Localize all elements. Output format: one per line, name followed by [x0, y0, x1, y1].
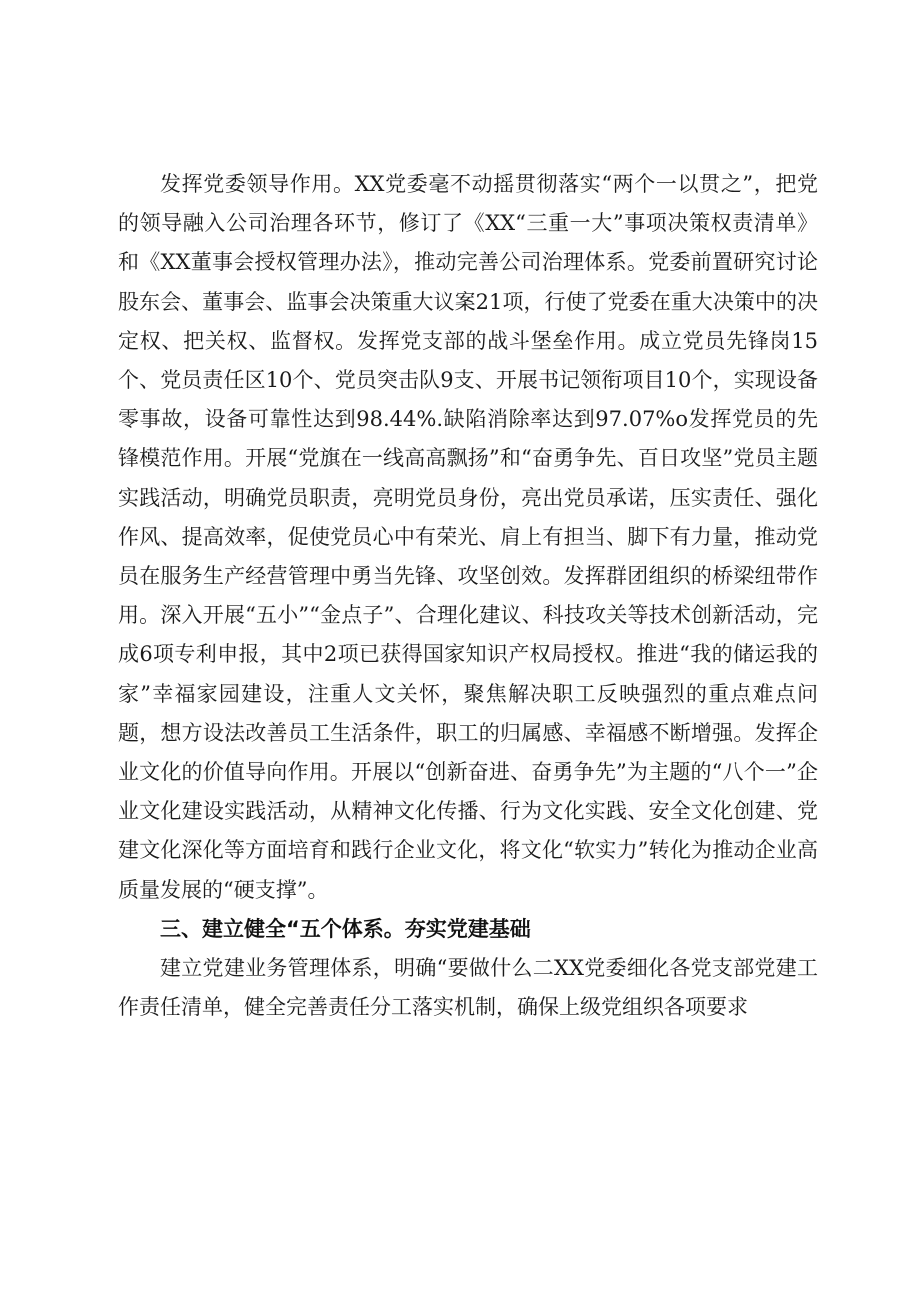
body-paragraph: 建立党建业务管理体系，明确“要做什么二XX党委细化各党支部党建工作责任清单，健全完善责任分工落实机制，确保上级党组织各项要求 [118, 956, 818, 1020]
document-body [118, 165, 818, 1027]
section-heading: 三、建立健全“五个体系。夯实党建基础 [160, 916, 531, 941]
body-paragraph: 发挥党委领导作用。XX党委毫不动摇贯彻落实“两个一以贯之”，把党的领导融入公司治理各环节，修订了《XX“三重一大”事项决策权责清单》和《XX董事会授权管理办法》，推动完善公司治理体系。党委前置研究讨论股东会、董事会、监事会决策重大议案21项，行使了党委在重大决策中的决定权、把关权、监督权。发挥党支部的战斗堡垒作用。成立党员先锋岗15个、党员责任区10个、党员突击队9支、开展书记领衔项目10个，实现设备零事故，设备可靠性达到98.44%.缺陷消除率达到97.07%o发挥党员的先锋模范作用。开展“党旗在一线高高飘扬”和“奋勇争先、百日攻坚”党员主题实践活动，明确党员职责，亮明党员身份，亮出党员承诺，压实责任、强化作风、提高效率，促使党员心中有荣光、肩上有担当、脚下有力量，推动党员在服务生产经营管理中勇当先锋、攻坚创效。发挥群团组织的桥梁纽带作用。深入开展“五小”“金点子”、合理化建议、科技攻关等技术创新活动，完成6项专利申报，其中2项已获得国家知识产权局授权。推进“我的储运我的家”幸福家园建设，注重人文关怀，聚焦解决职工反映强烈的重点难点问题，想方设法改善员工生活条件，职工的归属感、幸福感不断增强。发挥企业文化的价值导向作用。开展以“创新奋进、奋勇争先”为主题的“八个一”企业文化建设实践活动，从精神文化传播、行为文化实践、安全文化创建、党建文化深化等方面培育和践行企业文化，将文化“软实力”转化为推动企业高质量发展的“硬支撑”。 [118, 172, 818, 902]
